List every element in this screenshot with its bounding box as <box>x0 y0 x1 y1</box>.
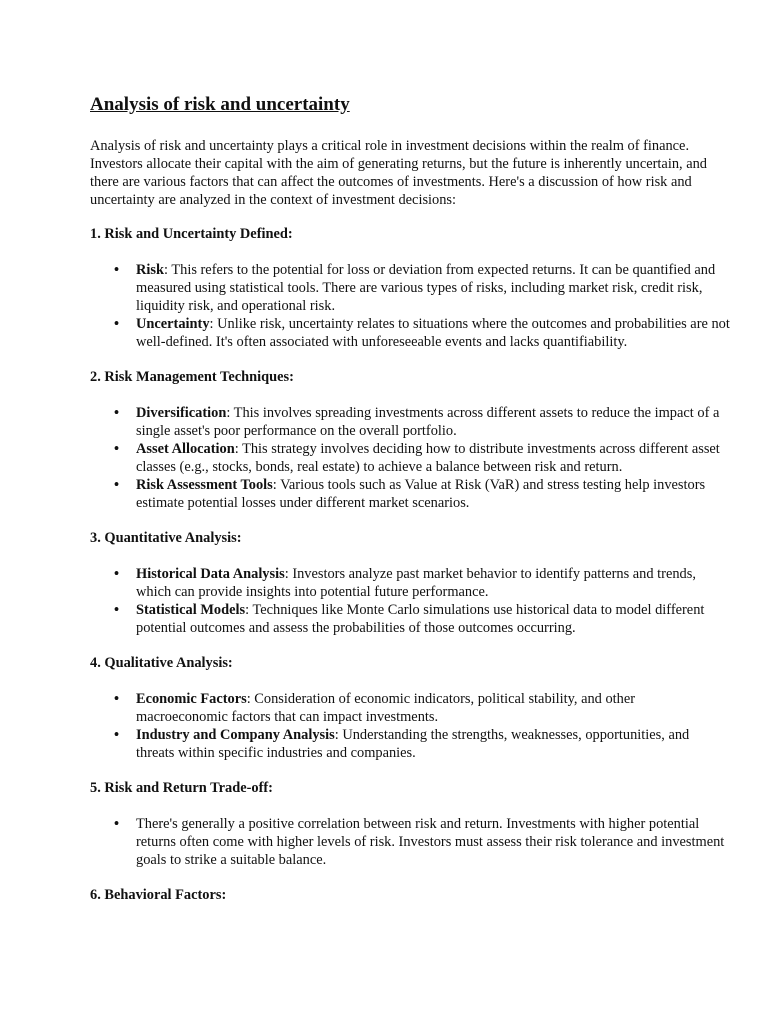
document-page <box>90 92 730 922</box>
list-item <box>90 440 730 476</box>
list-item-text: : Understanding the strengths, weaknesses, opportunities, and threats within specific industries and companies. <box>136 727 690 761</box>
list-item-text: : Consideration of economic indicators, political stability, and other macroeconomic factors that can impact investments. <box>136 691 636 725</box>
list-item-term: Uncertainty <box>136 316 210 332</box>
list-item-text: : Investors analyze past market behavior to identify patterns and trends, which can provide insights into potential future performance. <box>136 566 696 600</box>
section-heading: 6. Behavioral Factors: <box>90 887 227 903</box>
list-item <box>90 315 730 351</box>
section-risk-management-techniques <box>90 368 730 512</box>
list-item-term: Risk Assessment Tools <box>136 477 273 493</box>
list-item-term: Risk <box>136 262 164 278</box>
list-item-term: Historical Data Analysis <box>136 566 285 582</box>
list-item-text: : Various tools such as Value at Risk (VaR) and stress testing help investors estimate potential losses under different market scenarios. <box>136 477 706 511</box>
bullet-list <box>90 815 730 869</box>
bullet-icon: • <box>114 405 120 421</box>
list-item <box>90 690 730 726</box>
list-item-text: : Unlike risk, uncertainty relates to situations where the outcomes and probabilities are not well-defined. It's often associated with unforeseeable events and lacks quantifiability. <box>136 316 730 350</box>
document-title: Analysis of risk and uncertainty <box>90 94 350 115</box>
bullet-icon: • <box>114 566 120 582</box>
section-heading: 1. Risk and Uncertainty Defined: <box>90 226 293 242</box>
bullet-icon: • <box>114 316 120 332</box>
list-item <box>90 565 730 601</box>
list-item <box>90 261 730 315</box>
list-item-term: Economic Factors <box>136 691 247 707</box>
bullet-icon: • <box>114 816 120 832</box>
bullet-icon: • <box>114 727 120 743</box>
bullet-list <box>90 261 730 351</box>
section-quantitative-analysis <box>90 529 730 637</box>
section-behavioral-factors <box>90 886 730 904</box>
bullet-icon: • <box>114 477 120 493</box>
list-item <box>90 815 730 869</box>
list-item-term: Statistical Models <box>136 602 246 618</box>
list-item-term: Diversification <box>136 405 227 421</box>
list-item <box>90 726 730 762</box>
bullet-icon: • <box>114 602 120 618</box>
bullet-list <box>90 565 730 637</box>
list-item <box>90 601 730 637</box>
list-item-text: There's generally a positive correlation between risk and return. Investments with higher potential returns often come with higher levels of risk. Investors must assess their risk tolerance and investment goals to strike a suitable balance. <box>136 816 725 868</box>
bullet-icon: • <box>114 691 120 707</box>
list-item <box>90 404 730 440</box>
list-item <box>90 476 730 512</box>
list-item-text: : This involves spreading investments across different assets to reduce the impact of a single asset's poor performance on the overall portfolio. <box>136 405 720 439</box>
bullet-list <box>90 690 730 762</box>
list-item-text: : Techniques like Monte Carlo simulations use historical data to model different potential outcomes and assess the probabilities of those outcomes occurring. <box>136 602 705 636</box>
section-qualitative-analysis <box>90 654 730 762</box>
section-heading: 5. Risk and Return Trade-off: <box>90 780 273 796</box>
section-heading: 2. Risk Management Techniques: <box>90 369 294 385</box>
intro-paragraph: Analysis of risk and uncertainty plays a critical role in investment decisions within the realm of finance. Investors allocate their capital with the aim of generating returns, but the future is inherently uncertain, and there are various factors that can affect the outcomes of investments. Here's a discussion of how risk and uncertainty are analyzed in the context of investment decisions: <box>90 138 707 208</box>
section-risk-uncertainty-defined <box>90 225 730 351</box>
bullet-icon: • <box>114 262 120 278</box>
section-heading: 3. Quantitative Analysis: <box>90 530 242 546</box>
list-item-text: : This strategy involves deciding how to distribute investments across different asset classes (e.g., stocks, bonds, real estate) to achieve a balance between risk and return. <box>136 441 720 475</box>
bullet-icon: • <box>114 441 120 457</box>
section-heading: 4. Qualitative Analysis: <box>90 655 233 671</box>
list-item-term: Asset Allocation <box>136 441 235 457</box>
list-item-text: : This refers to the potential for loss or deviation from expected returns. It can be quantified and measured using statistical tools. There are various types of risks, including market risk, credit risk, liquidity risk, and operational risk. <box>136 262 716 314</box>
section-risk-return-tradeoff <box>90 779 730 869</box>
bullet-list <box>90 404 730 512</box>
list-item-term: Industry and Company Analysis <box>136 727 335 743</box>
